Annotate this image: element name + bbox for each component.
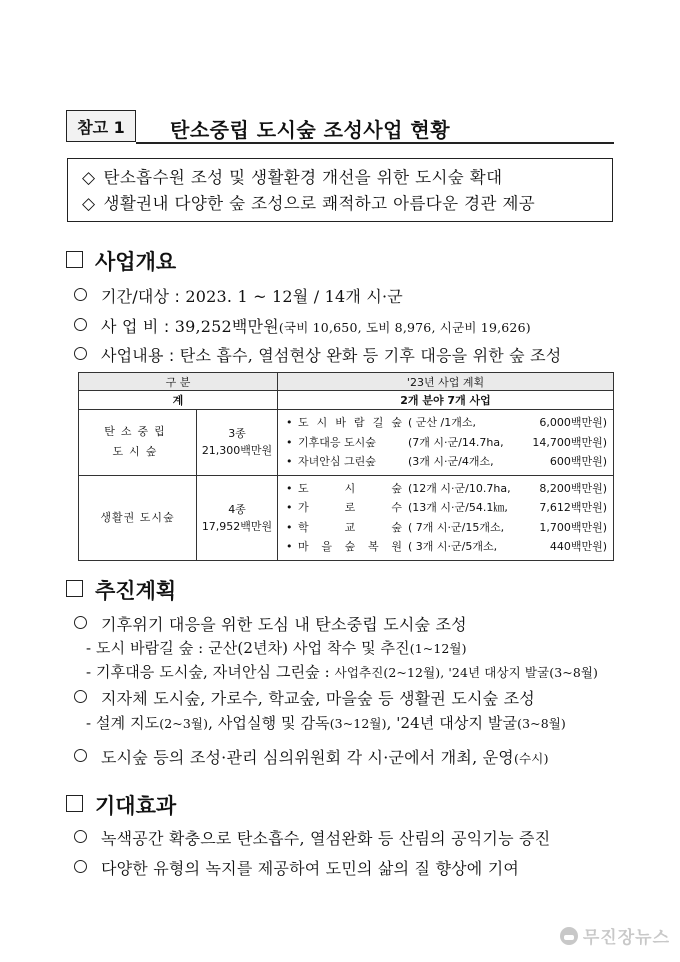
table-header-row (79, 373, 614, 391)
effect-item: 녹색공간 확충으로 탄소흡수, 열섬완화 등 산림의 공익기능 증진 (74, 826, 550, 849)
table-header-plan: '23년 사업 계획 (278, 373, 614, 391)
table-total-row (79, 391, 614, 410)
circle-bullet-icon (74, 749, 87, 762)
table-count-budget: 4종 17,952백만원 (197, 475, 278, 560)
news-logo-icon (560, 927, 578, 945)
table-row (79, 475, 614, 560)
overview-item-budget: 사 업 비 : 39,252백만원(국비 10,650, 도비 8,976, 시군비 19,626) (74, 314, 531, 337)
list-item: • 가 로 수 (13개 시·군/54.1㎞, 7,612백만원) (286, 498, 607, 518)
list-item: • 도 시 바 람 길 숲 ( 군산 /1개소, 6,000백만원) (286, 413, 607, 433)
circle-bullet-icon (74, 288, 87, 301)
plan-item-committee: 도시숲 등의 조성·관리 심의위원회 각 시·군에서 개최, 운영(수시) (74, 745, 549, 768)
section-heading-plan: 추진계획 (66, 575, 176, 605)
list-item: • 도 시 숲 (12개 시·군/10.7ha, 8,200백만원) (286, 479, 607, 499)
effect-item: 다양한 유형의 녹지를 제공하여 도민의 삶의 질 향상에 기여 (74, 856, 519, 879)
table-total-label: 계 (79, 391, 278, 410)
overview-item-period: 기간/대상 : 2023. 1 ~ 12월 / 14개 시·군 (74, 284, 403, 307)
table-row (79, 410, 614, 476)
section-heading-effects: 기대효과 (66, 790, 176, 820)
section-heading-overview: 사업개요 (66, 246, 176, 276)
list-item: • 기후대응 도시숲 (7개 시·군/14.7ha, 14,700백만원) (286, 433, 607, 453)
circle-bullet-icon (74, 616, 87, 629)
item-name: 도 시 숲 (298, 481, 402, 495)
title-underline (136, 142, 614, 144)
table-category: 탄소중립 도시숲 (79, 410, 197, 476)
table-category: 생활권 도시숲 (79, 475, 197, 560)
list-item: • 마 을 숲 복 원 ( 3개 시·군/5개소, 440백만원) (286, 537, 607, 557)
watermark: 무진장뉴스 (560, 923, 670, 948)
circle-bullet-icon (74, 318, 87, 331)
table-items (278, 410, 614, 476)
summary-line: ◇ 생활권내 다양한 숲 조성으로 쾌적하고 아름다운 경관 제공 (82, 194, 536, 214)
overview-item-content: 사업내용 : 탄소 흡수, 열섬현상 완화 등 기후 대응을 위한 숲 조성 (74, 343, 561, 366)
item-name: 자녀안심 그린숲 (298, 455, 376, 468)
circle-bullet-icon (74, 860, 87, 873)
circle-bullet-icon (74, 830, 87, 843)
summary-box (67, 158, 613, 222)
reference-label: 참고 1 (77, 117, 125, 137)
diamond-icon: ◇ (82, 194, 96, 214)
checkbox-square-icon (66, 580, 83, 597)
circle-bullet-icon (74, 690, 87, 703)
plan-table (78, 372, 614, 561)
plan-subitem-design: - 설계 지도(2~3월), 사업실행 및 감독(3~12월), '24년 대상지 발굴(3~8월) (86, 714, 566, 732)
item-name: 도 시 바 람 길 숲 (298, 416, 402, 429)
summary-line: ◇ 탄소흡수원 조성 및 생활환경 개선을 위한 도시숲 확대 (82, 168, 503, 188)
plan-item-local: 지자체 도시숲, 가로수, 학교숲, 마을숲 등 생활권 도시숲 조성 (74, 686, 535, 709)
plan-item-carbon-neutral: 기후위기 대응을 위한 도심 내 탄소중립 도시숲 조성 (74, 612, 467, 635)
table-header-category: 구 분 (79, 373, 278, 391)
circle-bullet-icon (74, 347, 87, 360)
table-items (278, 475, 614, 560)
reference-label-box (66, 110, 136, 142)
diamond-icon: ◇ (82, 168, 96, 188)
item-name: 가 로 수 (298, 501, 402, 514)
checkbox-square-icon (66, 795, 83, 812)
list-item: • 자녀안심 그린숲 (3개 시·군/4개소, 600백만원) (286, 452, 607, 472)
list-item: • 학 교 숲 ( 7개 시·군/15개소, 1,700백만원) (286, 518, 607, 538)
table-total-value: 2개 분야 7개 사업 (278, 391, 614, 410)
item-name: 마 을 숲 복 원 (298, 540, 402, 553)
table-count-budget: 3종 21,300백만원 (197, 410, 278, 476)
plan-subitem-windpath: - 도시 바람길 숲 : 군산(2년차) 사업 착수 및 추진(1~12월) (86, 639, 467, 657)
checkbox-square-icon (66, 251, 83, 268)
item-name: 학 교 숲 (298, 520, 402, 534)
page-title: 탄소중립 도시숲 조성사업 현황 (170, 118, 451, 142)
item-name: 기후대응 도시숲 (298, 435, 376, 449)
plan-subitem-climate: - 기후대응 도시숲, 자녀안심 그린숲 : 사업추진(2~12월), '24년 대상지 발굴(3~8월) (86, 663, 599, 681)
